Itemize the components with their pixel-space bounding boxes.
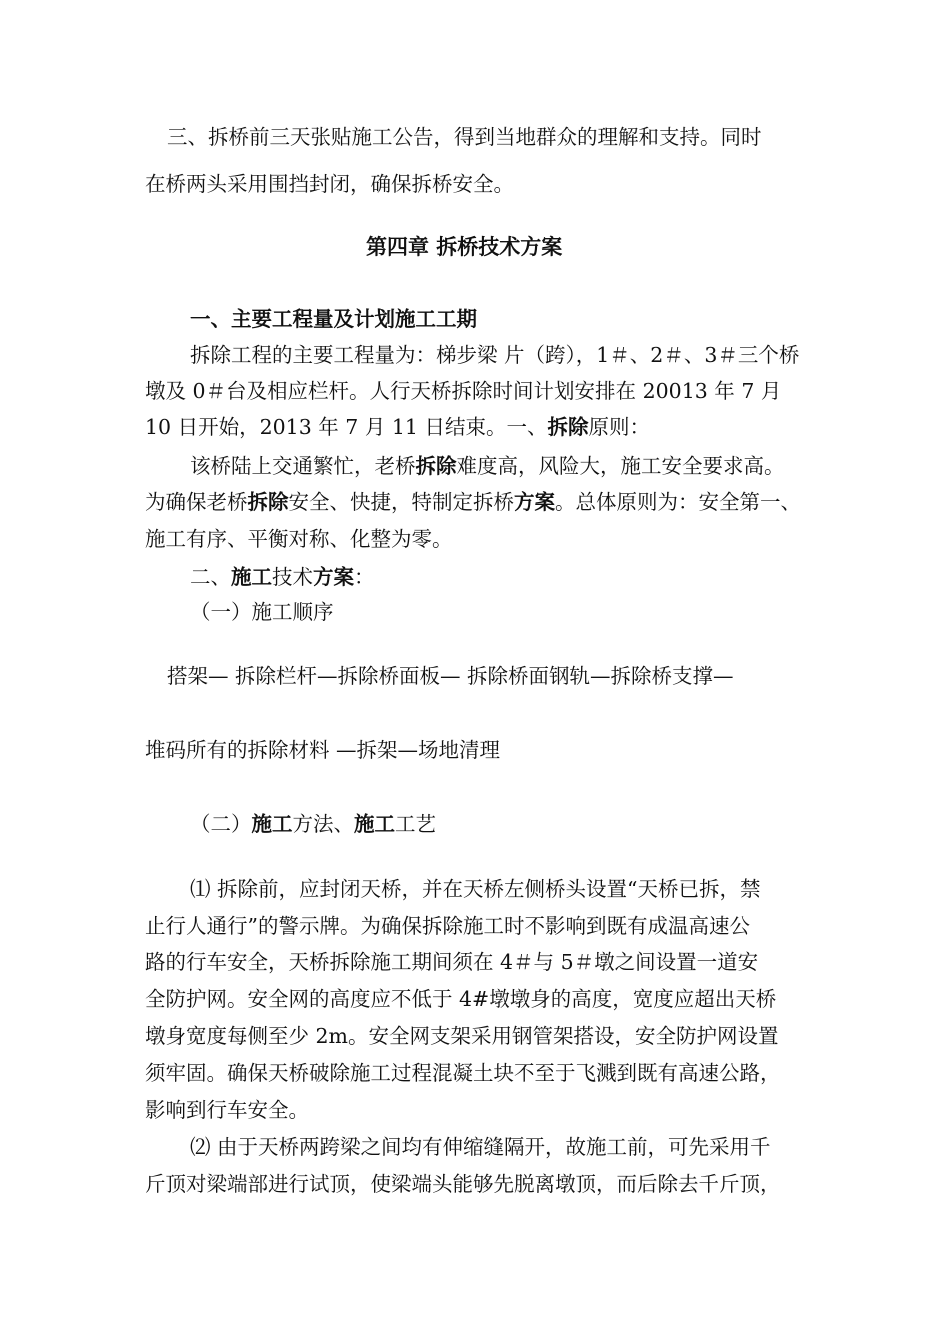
quantities-line-2: 墩及 0＃台及相应栏杆。人行天桥拆除时间计划安排在 20013 年 7 月 bbox=[145, 379, 782, 403]
step1-line-5: 墩身宽度每侧至少 2m。安全网支架采用钢管架搭设，安全防护网设置 bbox=[145, 1024, 779, 1048]
section-two-bold-1: 施工 bbox=[231, 565, 272, 589]
method-suffix: 工艺 bbox=[395, 812, 436, 836]
principle-line-1 bbox=[190, 452, 785, 480]
quantities-line-1: 拆除工程的主要工程量为：梯步梁 片（跨），1＃、2＃、3＃三个桥 bbox=[190, 343, 800, 367]
sequence-line-1: 搭架— 拆除栏杆—拆除桥面板— 拆除桥面钢轨—拆除桥支撑— bbox=[167, 664, 734, 688]
principle-l1-b: 拆除 bbox=[415, 454, 457, 478]
principle-l2-a: 为确保老桥 bbox=[145, 490, 248, 514]
chapter-title: 第四章 拆桥技术方案 bbox=[366, 234, 563, 259]
quantities-line-3 bbox=[145, 413, 650, 441]
announce-line-1: 三、拆桥前三天张贴施工公告，得到当地群众的理解和支持。同时 bbox=[167, 125, 762, 149]
section-two-prefix: 二、 bbox=[190, 565, 231, 589]
method-prefix: （二） bbox=[190, 812, 252, 836]
step1-line-1: ⑴ 拆除前，应封闭天桥，并在天桥左侧桥头设置“天桥已拆，禁 bbox=[190, 877, 761, 901]
step1-line-3: 路的行车安全，天桥拆除施工期间须在 4＃与 5＃墩之间设置一道安 bbox=[145, 950, 759, 974]
step2-line-1: ⑵ 由于天桥两跨梁之间均有伸缩缝隔开，故施工前，可先采用千 bbox=[190, 1135, 771, 1159]
section-two-bold-2: 方案 bbox=[313, 565, 354, 589]
principle-l2-d: 方案 bbox=[514, 490, 555, 514]
method-bold-2: 施工 bbox=[354, 812, 395, 836]
quantities-line-3-bold: 拆除 bbox=[547, 415, 589, 439]
principle-line-3: 施工有序、平衡对称、化整为零。 bbox=[145, 527, 453, 551]
principle-line-2 bbox=[145, 488, 801, 516]
step1-line-4: 全防护网。安全网的高度应不低于 4#墩墩身的高度，宽度应超出天桥 bbox=[145, 987, 777, 1011]
announce-line-2: 在桥两头采用围挡封闭，确保拆桥安全。 bbox=[145, 172, 514, 196]
sequence-line-2: 堆码所有的拆除材料 —拆架—场地清理 bbox=[145, 738, 501, 762]
principle-l2-e: 。总体原则为：安全第一、 bbox=[555, 490, 801, 514]
section-two-suffix: ： bbox=[354, 565, 375, 589]
quantities-line-3-suffix: 原则： bbox=[588, 415, 650, 439]
section-two-heading bbox=[190, 563, 375, 591]
method-heading bbox=[190, 810, 436, 838]
method-mid: 方法、 bbox=[292, 812, 354, 836]
step1-line-7: 影响到行车安全。 bbox=[145, 1098, 309, 1122]
principle-l1-a: 该桥陆上交通繁忙，老桥 bbox=[190, 454, 416, 478]
step2-line-2: 斤顶对梁端部进行试顶，使梁端头能够先脱离墩顶，而后除去千斤顶， bbox=[145, 1172, 781, 1196]
principle-l1-c: 难度高，风险大，施工安全要求高。 bbox=[456, 454, 785, 478]
principle-l2-b: 拆除 bbox=[247, 490, 289, 514]
quantities-line-3-prefix: 10 日开始，2013 年 7 月 11 日结束。一、 bbox=[145, 415, 548, 439]
section-two-mid: 技术 bbox=[272, 565, 313, 589]
method-bold-1: 施工 bbox=[251, 812, 293, 836]
principle-l2-c: 安全、快捷，特制定拆桥 bbox=[288, 490, 514, 514]
step1-line-2: 止行人通行”的警示牌。为确保拆除施工时不影响到既有成温高速公 bbox=[145, 914, 750, 938]
sequence-heading: （一）施工顺序 bbox=[190, 600, 334, 624]
step1-line-6: 须牢固。确保天桥破除施工过程混凝土块不至于飞溅到既有高速公路， bbox=[145, 1061, 781, 1085]
section-one-heading: 一、主要工程量及计划施工工期 bbox=[190, 307, 477, 331]
